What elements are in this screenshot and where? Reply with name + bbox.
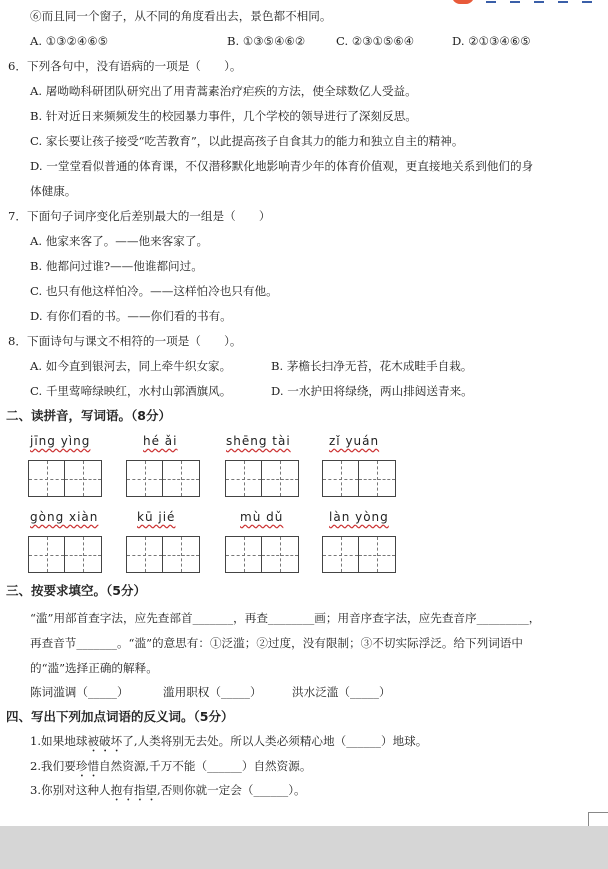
toolbar-icon[interactable] [558,0,568,3]
section-4-sentence-1: 1.如果地球被破坏了,人类将别无去处。所以人类必须精心地（______）地球。 [30,734,428,748]
pinyin-6: kū jié [137,510,176,524]
writing-grid[interactable] [126,536,200,573]
toolbar-icon[interactable] [510,0,520,3]
pinyin-3: shēng tài [226,434,291,448]
section-3-word-1: 陈词滥调（_____） [30,685,129,699]
q7-option-c: C. 也只有他这样怕冷。——这样怕冷也只有他。 [30,284,278,298]
writing-grid[interactable] [225,536,299,573]
section-4-title: 四、写出下列加点词语的反义词。（5分） [6,709,234,724]
pinyin-2: hé ǎi [143,434,178,448]
writing-grid[interactable] [322,460,396,497]
pinyin-4: zǐ yuán [329,434,380,448]
pinyin-1: jīng yìng [30,434,91,448]
q6-stem: 6．下列各句中，没有语病的一项是（ ）。 [8,59,242,73]
q5-option-c: C. ②③①⑤⑥④ [336,34,415,48]
section-3-line-2: 再查音节_______。“滥”的意思有：①泛滥；②过度，没有限制；③不切实际浮泛。给下列词语中 [30,636,523,650]
q6-option-c: C. 家长要让孩子接受“吃苦教育”，以此提高孩子自食其力的能力和独立自主的精神。 [30,134,464,148]
q7-option-d: D. 有你们看的书。——你们看的书有。 [30,309,232,323]
writing-grid[interactable] [225,460,299,497]
section-3-title: 三、按要求填空。（5分） [6,583,146,598]
q8-stem: 8．下面诗句与课文不相符的一项是（ ）。 [8,334,242,348]
section-2-title: 二、读拼音，写词语。（8分） [6,408,171,423]
toolbar-icon[interactable] [534,0,544,3]
q5-statement-6: ⑥而且同一个窗子，从不同的角度看出去，景色都不相同。 [30,9,332,23]
pinyin-7: mù dǔ [240,510,284,524]
toolbar-icon[interactable] [582,0,592,3]
q8-option-a: A. 如今直到银河去，同上牵牛织女家。 [30,359,232,373]
q6-option-d: D. 一堂堂看似普通的体育课，不仅潜移默化地影响青少年的体育价值观，更直接地关系到他们的身 [30,159,534,173]
q7-stem: 7．下面句子词序变化后差别最大的一组是（ ） [8,209,271,223]
q6-option-b: B. 针对近日来频频发生的校园暴力事件，几个学校的领导进行了深刻反思。 [30,109,417,123]
pinyin-5: gòng xiàn [30,510,99,524]
page-gap [0,826,608,869]
section-4-sentence-3: 3.你别对这种人抱有指望,否则你就一定会（______）。 [30,783,306,797]
writing-grid[interactable] [322,536,396,573]
q6-option-a: A. 屠呦呦科研团队研究出了用青蒿素治疗疟疾的方法，使全球数亿人受益。 [30,84,417,98]
writing-grid[interactable] [126,460,200,497]
toolbar-icon[interactable] [486,0,496,3]
q5-option-d: D. ②①③④⑥⑤ [452,34,531,48]
q6-option-d-cont: 体健康。 [30,184,77,198]
app-logo-icon [452,0,474,4]
section-3-word-3: 洪水泛滥（_____） [292,685,391,699]
section-3-line-1: “滥”用部首查字法，应先查部首_______，再查________画；用音序查字法，应先查音序_________， [30,611,541,625]
q7-option-a: A. 他家来客了。——他来客家了。 [30,234,209,248]
section-3-word-2: 滥用职权（_____） [163,685,262,699]
writing-grid[interactable] [28,460,102,497]
q8-option-d: D. 一水护田将绿绕，两山排闼送青来。 [271,384,473,398]
q8-option-b: B. 茅檐长扫净无苔，花木成畦手自栽。 [271,359,473,373]
q7-option-b: B. 他都问过谁?——他谁都问过。 [30,259,203,273]
writing-grid[interactable] [28,536,102,573]
q5-option-a: A. ①③②④⑥⑤ [30,34,109,48]
pinyin-8: làn yòng [329,510,389,524]
section-4-sentence-2: 2.我们要珍惜自然资源,千万不能（______）自然资源。 [30,759,312,773]
section-3-line-3: 的“滥”选择正确的解释。 [30,661,158,675]
toolbar-icons [452,0,600,6]
q5-option-b: B. ①③⑤④⑥② [227,34,306,48]
q8-option-c: C. 千里莺啼绿映红，水村山郭酒旗风。 [30,384,232,398]
